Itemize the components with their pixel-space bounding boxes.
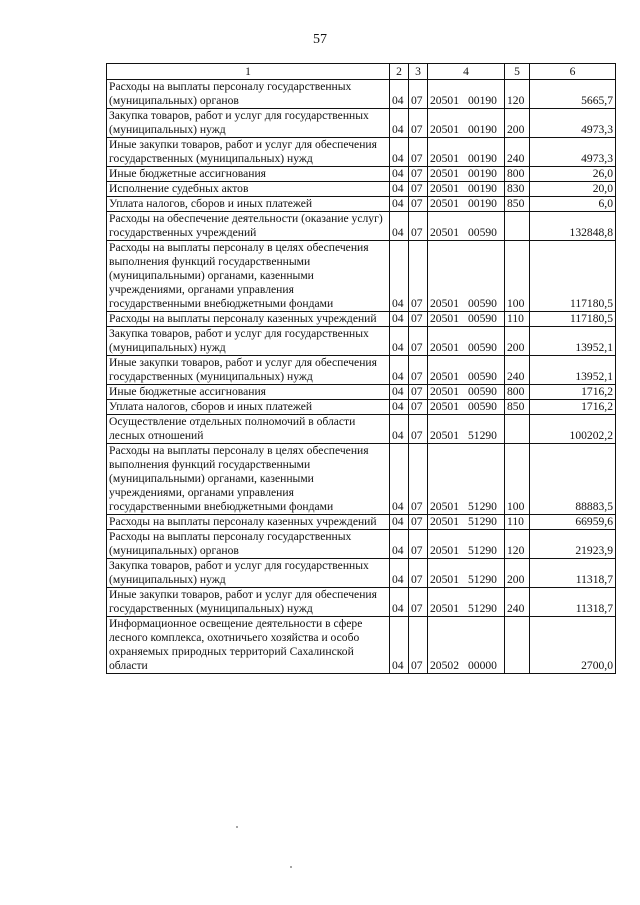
target-article-part-2: 51290: [467, 602, 497, 615]
cell-subsection: 07: [409, 559, 428, 588]
cell-amount: 26,0: [530, 167, 616, 182]
cell-target-article: [428, 530, 505, 559]
cell-name: Расходы на выплаты персоналу государственных (муниципальных) органов: [107, 80, 390, 109]
cell-target-article: [428, 327, 505, 356]
cell-subsection: 07: [409, 515, 428, 530]
cell-name: Иные бюджетные ассигнования: [107, 167, 390, 182]
cell-section: 04: [390, 241, 409, 312]
target-article-part-2: 00190: [467, 197, 497, 210]
cell-target-article: [428, 356, 505, 385]
target-article-part-1: 20501: [430, 312, 459, 325]
table-row: [107, 212, 616, 241]
target-article-part-2: 00190: [467, 94, 497, 107]
cell-amount: 2700,0: [530, 617, 616, 674]
cell-expense-type: 240: [505, 356, 530, 385]
cell-amount: 1716,2: [530, 385, 616, 400]
cell-subsection: 07: [409, 182, 428, 197]
target-article-part-1: 20501: [430, 167, 459, 180]
header-col-3: 3: [409, 64, 428, 80]
cell-target-article: [428, 415, 505, 444]
cell-expense-type: 200: [505, 109, 530, 138]
cell-amount: 13952,1: [530, 327, 616, 356]
cell-expense-type: 120: [505, 80, 530, 109]
cell-name: Иные закупки товаров, работ и услуг для обеспечения государственных (муниципальных) нужд: [107, 588, 390, 617]
cell-expense-type: 200: [505, 327, 530, 356]
cell-target-article: [428, 197, 505, 212]
target-article-part-1: 20501: [430, 429, 459, 442]
cell-section: 04: [390, 400, 409, 415]
target-article-part-1: 20501: [430, 297, 459, 310]
cell-subsection: 07: [409, 415, 428, 444]
target-article-part-2: 51290: [467, 429, 497, 442]
cell-target-article: [428, 385, 505, 400]
cell-name: Закупка товаров, работ и услуг для государственных (муниципальных) нужд: [107, 109, 390, 138]
cell-expense-type: 110: [505, 515, 530, 530]
cell-target-article: [428, 588, 505, 617]
table-row: [107, 559, 616, 588]
table-row: [107, 415, 616, 444]
header-col-4: 4: [428, 64, 505, 80]
cell-section: 04: [390, 312, 409, 327]
cell-amount: 100202,2: [530, 415, 616, 444]
cell-section: 04: [390, 515, 409, 530]
cell-name: Иные закупки товаров, работ и услуг для обеспечения государственных (муниципальных) нужд: [107, 356, 390, 385]
cell-subsection: 07: [409, 617, 428, 674]
cell-target-article: [428, 241, 505, 312]
cell-subsection: 07: [409, 444, 428, 515]
table-row: [107, 197, 616, 212]
cell-section: 04: [390, 530, 409, 559]
table-row: [107, 515, 616, 530]
cell-subsection: 07: [409, 530, 428, 559]
target-article-part-2: 00590: [467, 226, 497, 239]
cell-amount: 11318,7: [530, 559, 616, 588]
cell-name: Закупка товаров, работ и услуг для государственных (муниципальных) нужд: [107, 559, 390, 588]
cell-name: Расходы на выплаты персоналу казенных учреждений: [107, 312, 390, 327]
table-body: [107, 80, 616, 674]
target-article-part-2: 00590: [467, 370, 497, 383]
cell-amount: 66959,6: [530, 515, 616, 530]
cell-expense-type: 800: [505, 385, 530, 400]
cell-amount: 11318,7: [530, 588, 616, 617]
target-article-part-2: 00590: [467, 400, 497, 413]
target-article-part-1: 20501: [430, 370, 459, 383]
cell-expense-type: 100: [505, 241, 530, 312]
target-article-part-2: 00590: [467, 312, 497, 325]
cell-name: Закупка товаров, работ и услуг для государственных (муниципальных) нужд: [107, 327, 390, 356]
cell-subsection: 07: [409, 241, 428, 312]
target-article-part-2: 00000: [467, 659, 497, 672]
cell-name: Осуществление отдельных полномочий в области лесных отношений: [107, 415, 390, 444]
target-article-part-2: 00190: [467, 182, 497, 195]
cell-expense-type: [505, 415, 530, 444]
cell-name: Расходы на выплаты персоналу казенных учреждений: [107, 515, 390, 530]
table-header: [107, 64, 616, 80]
table-row: [107, 444, 616, 515]
table-row: [107, 400, 616, 415]
cell-subsection: 07: [409, 212, 428, 241]
cell-target-article: [428, 400, 505, 415]
target-article-part-2: 51290: [467, 573, 497, 586]
target-article-part-1: 20501: [430, 400, 459, 413]
cell-section: 04: [390, 167, 409, 182]
table-row: [107, 241, 616, 312]
cell-subsection: 07: [409, 356, 428, 385]
cell-subsection: 07: [409, 327, 428, 356]
target-article-part-1: 20501: [430, 602, 459, 615]
cell-section: 04: [390, 138, 409, 167]
cell-section: 04: [390, 182, 409, 197]
cell-subsection: 07: [409, 167, 428, 182]
cell-expense-type: 850: [505, 400, 530, 415]
cell-amount: 20,0: [530, 182, 616, 197]
cell-subsection: 07: [409, 197, 428, 212]
table-row: [107, 312, 616, 327]
cell-target-article: [428, 515, 505, 530]
cell-name: Расходы на обеспечение деятельности (оказание услуг) государственных учреждений: [107, 212, 390, 241]
cell-expense-type: [505, 212, 530, 241]
header-col-5: 5: [505, 64, 530, 80]
cell-name: Расходы на выплаты персоналу государственных (муниципальных) органов: [107, 530, 390, 559]
cell-subsection: 07: [409, 312, 428, 327]
target-article-part-1: 20501: [430, 544, 459, 557]
cell-name: Информационное освещение деятельности в сфере лесного комплекса, охотничьего хозяйства и особо охраняемых природных территорий Сахалинской области: [107, 617, 390, 674]
cell-amount: 132848,8: [530, 212, 616, 241]
target-article-part-1: 20501: [430, 385, 459, 398]
target-article-part-2: 00590: [467, 297, 497, 310]
table-row: [107, 182, 616, 197]
target-article-part-1: 20502: [430, 659, 459, 672]
cell-section: 04: [390, 617, 409, 674]
cell-amount: 13952,1: [530, 356, 616, 385]
cell-amount: 88883,5: [530, 444, 616, 515]
cell-expense-type: 830: [505, 182, 530, 197]
cell-section: 04: [390, 109, 409, 138]
target-article-part-2: 00590: [467, 341, 497, 354]
header-col-1: 1: [107, 64, 390, 80]
cell-subsection: 07: [409, 80, 428, 109]
cell-target-article: [428, 80, 505, 109]
target-article-part-1: 20501: [430, 94, 459, 107]
target-article-part-1: 20501: [430, 152, 459, 165]
cell-target-article: [428, 138, 505, 167]
cell-subsection: 07: [409, 400, 428, 415]
cell-section: 04: [390, 356, 409, 385]
target-article-part-1: 20501: [430, 515, 459, 528]
target-article-part-1: 20501: [430, 573, 459, 586]
cell-section: 04: [390, 212, 409, 241]
table-row: [107, 167, 616, 182]
cell-amount: 117180,5: [530, 241, 616, 312]
cell-expense-type: 100: [505, 444, 530, 515]
cell-expense-type: 850: [505, 197, 530, 212]
scan-speck: [290, 866, 292, 868]
cell-name: Уплата налогов, сборов и иных платежей: [107, 197, 390, 212]
cell-amount: 6,0: [530, 197, 616, 212]
table-row: [107, 80, 616, 109]
cell-section: 04: [390, 415, 409, 444]
cell-amount: 1716,2: [530, 400, 616, 415]
target-article-part-1: 20501: [430, 123, 459, 136]
cell-subsection: 07: [409, 588, 428, 617]
table-row: [107, 327, 616, 356]
cell-subsection: 07: [409, 138, 428, 167]
budget-table: [106, 63, 616, 674]
cell-target-article: [428, 182, 505, 197]
header-col-2: 2: [390, 64, 409, 80]
header-row: [107, 64, 616, 80]
cell-target-article: [428, 559, 505, 588]
target-article-part-2: 00190: [467, 152, 497, 165]
cell-subsection: 07: [409, 109, 428, 138]
table-row: [107, 588, 616, 617]
cell-name: Расходы на выплаты персоналу в целях обеспечения выполнения функций государственными (муниципальными) органами, казенными учреждениями, органами управления государственными внебюджетными фондами: [107, 241, 390, 312]
cell-expense-type: 110: [505, 312, 530, 327]
cell-amount: 117180,5: [530, 312, 616, 327]
cell-name: Расходы на выплаты персоналу в целях обеспечения выполнения функций государственными (муниципальными) органами, казенными учреждениями, органами управления государственными внебюджетными фондами: [107, 444, 390, 515]
table-row: [107, 109, 616, 138]
cell-target-article: [428, 312, 505, 327]
table-row: [107, 617, 616, 674]
target-article-part-2: 00190: [467, 167, 497, 180]
cell-section: 04: [390, 559, 409, 588]
cell-target-article: [428, 212, 505, 241]
target-article-part-2: 51290: [467, 515, 497, 528]
target-article-part-2: 51290: [467, 500, 497, 513]
cell-expense-type: 800: [505, 167, 530, 182]
cell-section: 04: [390, 444, 409, 515]
cell-expense-type: 200: [505, 559, 530, 588]
target-article-part-1: 20501: [430, 226, 459, 239]
target-article-part-2: 00590: [467, 385, 497, 398]
table-row: [107, 385, 616, 400]
table-row: [107, 530, 616, 559]
cell-target-article: [428, 167, 505, 182]
scan-speck: [236, 826, 238, 828]
cell-name: Уплата налогов, сборов и иных платежей: [107, 400, 390, 415]
cell-expense-type: 240: [505, 588, 530, 617]
cell-target-article: [428, 617, 505, 674]
cell-amount: 4973,3: [530, 109, 616, 138]
target-article-part-1: 20501: [430, 500, 459, 513]
cell-target-article: [428, 444, 505, 515]
target-article-part-2: 00190: [467, 123, 497, 136]
cell-name: Иные бюджетные ассигнования: [107, 385, 390, 400]
cell-section: 04: [390, 385, 409, 400]
cell-section: 04: [390, 197, 409, 212]
target-article-part-1: 20501: [430, 197, 459, 210]
target-article-part-2: 51290: [467, 544, 497, 557]
table-row: [107, 138, 616, 167]
page-number: 57: [313, 32, 327, 47]
cell-expense-type: 120: [505, 530, 530, 559]
cell-amount: 21923,9: [530, 530, 616, 559]
cell-expense-type: [505, 617, 530, 674]
table-row: [107, 356, 616, 385]
target-article-part-1: 20501: [430, 341, 459, 354]
header-col-6: 6: [530, 64, 616, 80]
cell-expense-type: 240: [505, 138, 530, 167]
cell-name: Иные закупки товаров, работ и услуг для обеспечения государственных (муниципальных) нужд: [107, 138, 390, 167]
cell-section: 04: [390, 80, 409, 109]
cell-target-article: [428, 109, 505, 138]
cell-name: Исполнение судебных актов: [107, 182, 390, 197]
cell-subsection: 07: [409, 385, 428, 400]
target-article-part-1: 20501: [430, 182, 459, 195]
cell-amount: 4973,3: [530, 138, 616, 167]
cell-section: 04: [390, 327, 409, 356]
cell-section: 04: [390, 588, 409, 617]
cell-amount: 5665,7: [530, 80, 616, 109]
